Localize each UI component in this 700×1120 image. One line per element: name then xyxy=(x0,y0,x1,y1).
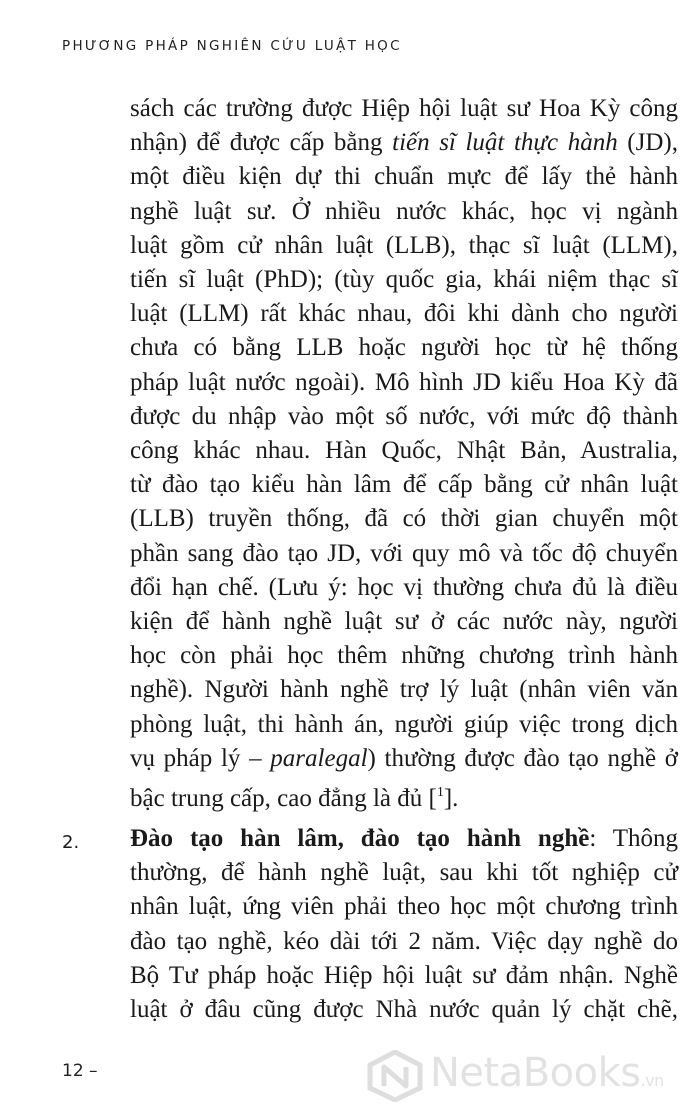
text-line: nghề luật sư. Ở nhiều nước khác, học vị ngành xyxy=(130,197,678,225)
watermark xyxy=(360,1042,690,1106)
text-line: học còn phải học thêm những chương trình hành xyxy=(130,642,678,670)
watermark-text: NetaBooks.vn xyxy=(430,1050,664,1096)
item-heading: Đào tạo hàn lâm, đào tạo hành nghề xyxy=(130,825,590,852)
text-line: nhận) để được cấp bằng tiến sĩ luật thực hành (JD), xyxy=(130,129,678,157)
text-line: kiện để hành nghề luật sư ở các nước này, người xyxy=(130,608,678,636)
text-line: được du nhập vào một số nước, với mức độ thành xyxy=(130,402,678,430)
text-line: nghề). Người hành nghề trợ lý luật (nhân viên văn xyxy=(130,676,678,704)
text-line: luật (LLM) rất khác nhau, đôi khi dành cho người xyxy=(130,300,678,328)
text-line: Đào tạo hàn lâm, đào tạo hành nghề: Thông xyxy=(130,825,678,852)
text-line: pháp luật nước ngoài). Mô hình JD kiểu Hoa Kỳ đã xyxy=(130,368,678,396)
netabooks-logo-icon xyxy=(366,1050,424,1102)
text-line: một điều kiện dự thi chuẩn mực để lấy thẻ hành xyxy=(130,163,678,191)
text-line: từ đào tạo kiểu hàn lâm để cấp bằng cử nhân luật xyxy=(130,471,678,499)
text-line: (LLB) truyền thống, đã có thời gian chuyển một xyxy=(130,505,678,533)
text-line: tiến sĩ luật (PhD); (tùy quốc gia, khái niệm thạc sĩ xyxy=(130,266,678,294)
text-line: chưa có bằng LLB hoặc người học từ hệ thống xyxy=(130,334,678,362)
text-line: thường, để hành nghề luật, sau khi tốt nghiệp cử xyxy=(130,859,678,887)
page-number: 12 – xyxy=(62,1061,98,1081)
italic-term: tiến sĩ luật thực hành xyxy=(392,129,618,157)
text-line: Bộ Tư pháp hoặc Hiệp hội luật sư đảm nhận. Nghề xyxy=(130,961,678,989)
text-line: phòng luật, thi hành án, người giúp việc trong dịch xyxy=(130,710,678,738)
item-number: 2. xyxy=(62,832,80,853)
text-line: vụ pháp lý – paralegal) thường được đào tạo nghề ở xyxy=(130,744,678,772)
item-text xyxy=(130,822,678,1027)
italic-term: paralegal xyxy=(270,744,368,772)
text-line: bậc trung cấp, cao đẳng là đủ [$^1$]. xyxy=(130,785,459,813)
text-line: công khác nhau. Hàn Quốc, Nhật Bản, Australia, xyxy=(130,437,678,465)
footnote-reference[interactable]: 1 xyxy=(436,785,444,801)
running-header: PHƯƠNG PHÁP NGHIÊN CỨU LUẬT HỌC xyxy=(62,38,402,54)
text-line: phần sang đào tạo JD, với quy mô và tốc độ chuyển xyxy=(130,539,678,567)
text-line: luật gồm cử nhân luật (LLB), thạc sĩ luật (LLM), xyxy=(130,231,678,259)
body-paragraph xyxy=(130,92,678,816)
text-line: sách các trường được Hiệp hội luật sư Hoa Kỳ công xyxy=(130,95,678,122)
text-line: luật ở đâu cũng được Nhà nước quản lý chặt chẽ, xyxy=(130,996,678,1024)
text-line: đào tạo nghề, kéo dài tới 2 năm. Việc dạy nghề do xyxy=(130,927,678,955)
text-line: đổi hạn chế. (Lưu ý: học vị thường chưa đủ là điều xyxy=(130,573,678,601)
text-line: nhân luật, ứng viên phải theo học một chương trình xyxy=(130,893,678,921)
